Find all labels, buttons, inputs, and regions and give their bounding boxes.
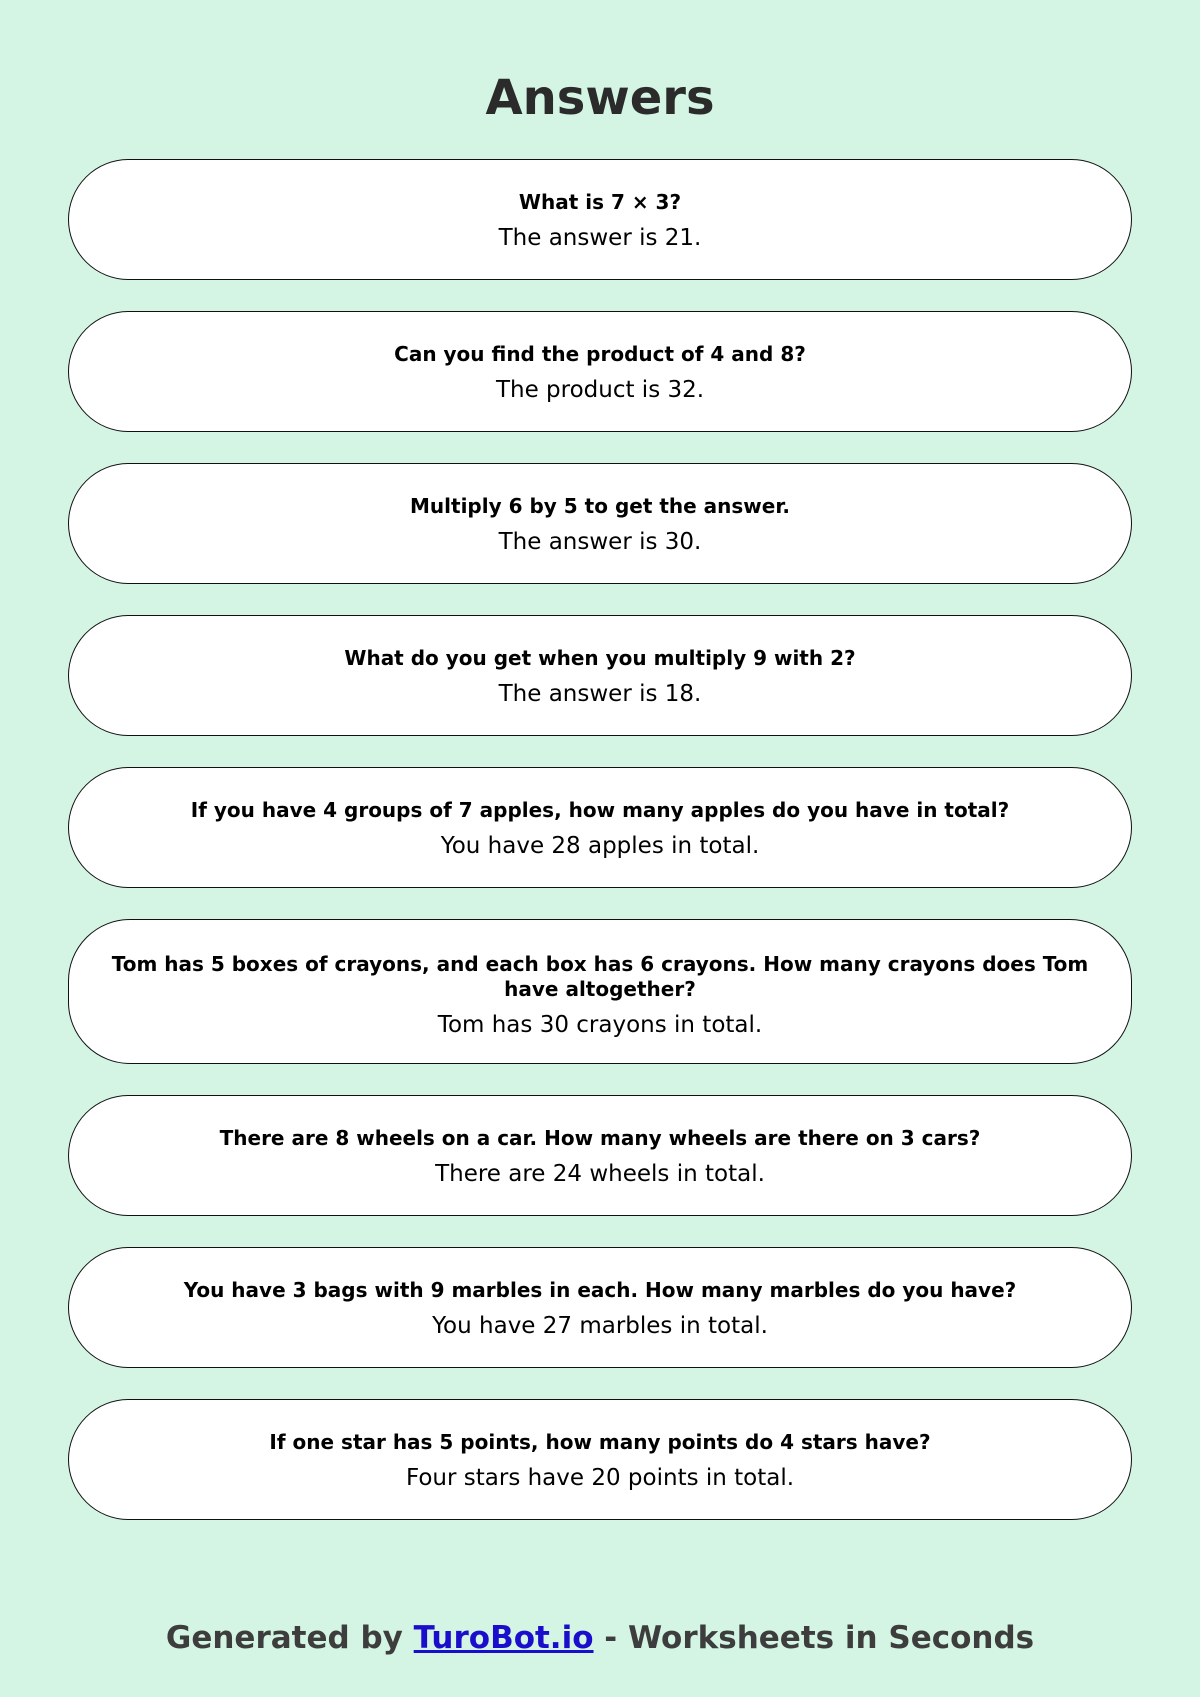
answer-card bbox=[68, 919, 1132, 1064]
answer-card bbox=[68, 1247, 1132, 1368]
answer-text: The product is 32. bbox=[495, 377, 705, 403]
question-text: You have 3 bags with 9 marbles in each. How many marbles do you have? bbox=[183, 1278, 1017, 1302]
footer-suffix: - Worksheets in Seconds bbox=[593, 1620, 1035, 1656]
answer-card bbox=[68, 159, 1132, 280]
turobot-link[interactable]: TuroBot.io bbox=[413, 1620, 594, 1656]
answer-text: Four stars have 20 points in total. bbox=[405, 1465, 795, 1491]
answer-text: Tom has 30 crayons in total. bbox=[437, 1012, 763, 1038]
footer-prefix: Generated by bbox=[165, 1620, 414, 1656]
question-text: If one star has 5 points, how many points do 4 stars have? bbox=[269, 1430, 931, 1454]
question-text: Tom has 5 boxes of crayons, and each box has 6 crayons. How many crayons does Tom have altogether? bbox=[111, 952, 1089, 1001]
answer-text: There are 24 wheels in total. bbox=[435, 1161, 765, 1187]
answer-text: The answer is 18. bbox=[498, 681, 702, 707]
answer-card bbox=[68, 311, 1132, 432]
footer bbox=[0, 1617, 1200, 1659]
answer-text: The answer is 30. bbox=[498, 529, 702, 555]
answer-list bbox=[68, 159, 1132, 1551]
question-text: Multiply 6 by 5 to get the answer. bbox=[410, 494, 790, 518]
answer-card bbox=[68, 615, 1132, 736]
answer-card bbox=[68, 767, 1132, 888]
answer-text: You have 27 marbles in total. bbox=[432, 1313, 768, 1339]
question-text: There are 8 wheels on a car. How many wheels are there on 3 cars? bbox=[219, 1126, 981, 1150]
answer-text: The answer is 21. bbox=[498, 225, 702, 251]
question-text: Can you find the product of 4 and 8? bbox=[394, 342, 806, 366]
answer-card bbox=[68, 1095, 1132, 1216]
question-text: What do you get when you multiply 9 with 2? bbox=[344, 646, 856, 670]
question-text: If you have 4 groups of 7 apples, how many apples do you have in total? bbox=[190, 798, 1010, 822]
question-text: What is 7 × 3? bbox=[518, 190, 682, 214]
answer-text: You have 28 apples in total. bbox=[440, 833, 760, 859]
page-title: Answers bbox=[485, 70, 715, 126]
answer-card bbox=[68, 463, 1132, 584]
answer-card bbox=[68, 1399, 1132, 1520]
